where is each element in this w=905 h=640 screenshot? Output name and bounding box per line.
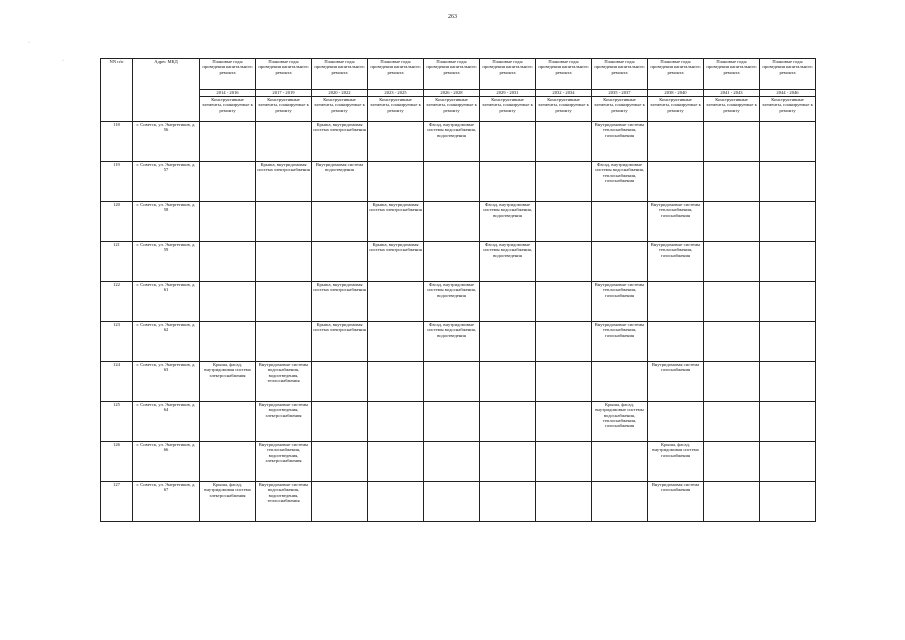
repair-cell: Внутридомовые системы водоснабжения, водоотведения, теплоснабжения <box>256 482 312 522</box>
row-address: г. Советск, ул. Энергетиков, д. 57 <box>133 162 200 202</box>
repair-cell <box>704 322 760 362</box>
repair-cell: Внутридомовая система газоснабжения <box>648 362 704 402</box>
repair-cell <box>760 242 816 282</box>
repair-cell <box>256 322 312 362</box>
repair-cell <box>424 202 480 242</box>
table-row <box>101 482 816 522</box>
repair-cell <box>200 202 256 242</box>
period-years: 2038 - 2040 <box>648 90 704 97</box>
repair-cell <box>648 162 704 202</box>
repair-cell: Крыша, внутридомовая система электроснабжения <box>312 282 368 322</box>
table-row <box>101 242 816 282</box>
repair-cell <box>256 242 312 282</box>
period-title: Плановые годы проведения капитального ремонта <box>704 59 760 90</box>
period-years: 2029 - 2031 <box>480 90 536 97</box>
repair-cell <box>424 402 480 442</box>
period-title: Плановые годы проведения капитального ремонта <box>592 59 648 90</box>
period-subheader: Конструктивные элементы, планируемые к ремонту <box>704 97 760 122</box>
repair-cell <box>536 122 592 162</box>
repair-cell <box>536 362 592 402</box>
column-header-number: NN п/п <box>101 59 133 122</box>
repair-cell: Крыша, фасад, внутридомовые системы водоснабжения, теплоснабжения, газоснабжения <box>592 402 648 442</box>
period-subheader: Конструктивные элементы, планируемые к ремонту <box>200 97 256 122</box>
table-row <box>101 282 816 322</box>
repair-cell <box>312 362 368 402</box>
repair-cell <box>480 282 536 322</box>
period-title: Плановые годы проведения капитального ремонта <box>368 59 424 90</box>
repair-cell <box>312 202 368 242</box>
row-address: г. Советск, ул. Энергетиков, д. 62 <box>133 322 200 362</box>
repair-cell <box>704 482 760 522</box>
repair-cell <box>704 442 760 482</box>
repair-cell <box>368 322 424 362</box>
period-years: 2035 - 2037 <box>592 90 648 97</box>
repair-cell <box>368 442 424 482</box>
period-title: Плановые годы проведения капитального ремонта <box>200 59 256 90</box>
period-title: Плановые годы проведения капитального ремонта <box>536 59 592 90</box>
scan-mark: · <box>62 58 64 64</box>
repair-cell <box>536 162 592 202</box>
repair-cell <box>200 322 256 362</box>
repair-cell <box>312 442 368 482</box>
repair-cell <box>536 202 592 242</box>
period-subheader: Конструктивные элементы, планируемые к ремонту <box>536 97 592 122</box>
row-number: 119 <box>101 162 133 202</box>
repair-cell <box>256 122 312 162</box>
row-number: 121 <box>101 242 133 282</box>
repair-cell <box>592 202 648 242</box>
repair-cell: Фасад, внутридомовые системы водоснабжения, водоотведения <box>424 122 480 162</box>
row-number: 122 <box>101 282 133 322</box>
repair-cell: Внутридомовые системы водоотведения, электроснабжения <box>256 402 312 442</box>
repair-cell <box>536 402 592 442</box>
repair-cell <box>536 322 592 362</box>
row-address: г. Советск, ул. Энергетиков, д. 58 <box>133 202 200 242</box>
repair-cell <box>368 122 424 162</box>
repair-cell <box>704 162 760 202</box>
table-row <box>101 162 816 202</box>
repair-cell <box>368 482 424 522</box>
page-number: 263 <box>448 14 457 20</box>
scan-mark: · <box>28 40 30 46</box>
period-subheader: Конструктивные элементы, планируемые к ремонту <box>256 97 312 122</box>
repair-cell <box>704 242 760 282</box>
period-title: Плановые годы проведения капитального ремонта <box>256 59 312 90</box>
repair-cell <box>760 482 816 522</box>
table-header <box>101 59 816 122</box>
period-subheader: Конструктивные элементы, планируемые к ремонту <box>592 97 648 122</box>
row-number: 118 <box>101 122 133 162</box>
repair-cell: Фасад, внутридомовые системы водоснабжения, водоотведения <box>480 242 536 282</box>
repair-cell: Фасад, внутридомовые системы водоснабжения, водоотведения <box>480 202 536 242</box>
table-row <box>101 202 816 242</box>
repair-cell <box>592 362 648 402</box>
table-row <box>101 362 816 402</box>
period-subheader: Конструктивные элементы, планируемые к ремонту <box>648 97 704 122</box>
period-years: 2020 - 2022 <box>312 90 368 97</box>
period-title: Плановые годы проведения капитального ремонта <box>760 59 816 90</box>
repair-cell: Крыша, внутридомовая система электроснабжения <box>312 322 368 362</box>
repair-cell <box>648 402 704 442</box>
repair-cell <box>312 482 368 522</box>
repair-cell: Внутридомовые системы теплоснабжения, газоснабжения <box>648 202 704 242</box>
repair-cell <box>704 402 760 442</box>
repair-cell <box>200 242 256 282</box>
repair-cell <box>480 402 536 442</box>
repair-cell <box>200 402 256 442</box>
repair-cell <box>536 482 592 522</box>
row-number: 124 <box>101 362 133 402</box>
repair-cell <box>480 362 536 402</box>
repair-cell <box>424 162 480 202</box>
repair-cell: Крыша, фасад, внутридомовая система электроснабжения <box>200 482 256 522</box>
repair-cell <box>424 242 480 282</box>
repair-cell <box>480 322 536 362</box>
repair-cell: Фасад, внутридомовые системы водоснабжения, водоотведения <box>424 322 480 362</box>
repair-cell <box>704 122 760 162</box>
repair-cell <box>704 362 760 402</box>
repair-cell <box>760 442 816 482</box>
repair-cell <box>424 442 480 482</box>
repair-cell <box>536 282 592 322</box>
period-title: Плановые годы проведения капитального ремонта <box>424 59 480 90</box>
period-years: 2044 - 2046 <box>760 90 816 97</box>
period-subheader: Конструктивные элементы, планируемые к ремонту <box>368 97 424 122</box>
period-subheader: Конструктивные элементы, планируемые к ремонту <box>424 97 480 122</box>
period-subheader: Конструктивные элементы, планируемые к ремонту <box>312 97 368 122</box>
repair-cell <box>368 402 424 442</box>
repair-cell: Внутридомовые системы теплоснабжения, газоснабжения <box>648 242 704 282</box>
repair-cell <box>368 362 424 402</box>
table-row <box>101 402 816 442</box>
repair-cell <box>760 282 816 322</box>
repair-cell: Крыша, фасад, внутридомовая система электроснабжения <box>200 362 256 402</box>
repair-cell <box>312 402 368 442</box>
period-years: 2017 - 2019 <box>256 90 312 97</box>
period-years: 2014 - 2016 <box>200 90 256 97</box>
row-number: 126 <box>101 442 133 482</box>
repair-cell <box>760 402 816 442</box>
repair-cell <box>760 362 816 402</box>
repair-cell <box>480 162 536 202</box>
repair-cell <box>536 442 592 482</box>
repair-cell <box>480 122 536 162</box>
repair-cell: Внутридомовые системы теплоснабжения, газоснабжения <box>592 122 648 162</box>
repair-cell <box>704 282 760 322</box>
row-number: 120 <box>101 202 133 242</box>
table-row <box>101 442 816 482</box>
table-row <box>101 122 816 162</box>
repair-cell: Крыша, внутридомовая система электроснабжения <box>368 202 424 242</box>
period-title: Плановые годы проведения капитального ремонта <box>480 59 536 90</box>
repair-cell <box>200 122 256 162</box>
repair-cell <box>760 122 816 162</box>
repair-cell <box>648 322 704 362</box>
repair-cell <box>760 162 816 202</box>
table-body <box>101 122 816 522</box>
repair-cell: Внутридомовые системы теплоснабжения, газоснабжения <box>592 282 648 322</box>
repair-cell <box>648 282 704 322</box>
period-years: 2026 - 2028 <box>424 90 480 97</box>
period-subheader: Конструктивные элементы, планируемые к ремонту <box>480 97 536 122</box>
row-number: 125 <box>101 402 133 442</box>
repair-cell <box>256 282 312 322</box>
repair-cell: Внутридомовая система водоотведения <box>312 162 368 202</box>
repair-cell <box>536 242 592 282</box>
row-number: 123 <box>101 322 133 362</box>
repair-cell <box>424 482 480 522</box>
period-years: 2032 - 2034 <box>536 90 592 97</box>
repair-cell <box>256 202 312 242</box>
period-title: Плановые годы проведения капитального ремонта <box>312 59 368 90</box>
row-address: г. Советск, ул. Энергетиков, д. 67 <box>133 482 200 522</box>
row-address: г. Советск, ул. Энергетиков, д. 56 <box>133 122 200 162</box>
repair-cell: Крыша, внутридомовая система электроснабжения <box>368 242 424 282</box>
repair-cell: Внутридомовые системы водоснабжения, водоотведения, теплоснабжения <box>256 362 312 402</box>
repair-cell <box>200 282 256 322</box>
row-number: 127 <box>101 482 133 522</box>
repair-cell <box>424 362 480 402</box>
period-years: 2023 - 2025 <box>368 90 424 97</box>
repair-cell <box>704 202 760 242</box>
period-subheader: Конструктивные элементы, планируемые к ремонту <box>760 97 816 122</box>
row-address: г. Советск, ул. Энергетиков, д. 59 <box>133 242 200 282</box>
repair-cell <box>200 162 256 202</box>
row-address: г. Советск, ул. Энергетиков, д. 64 <box>133 402 200 442</box>
repair-cell <box>312 242 368 282</box>
repair-cell <box>368 162 424 202</box>
repair-cell: Крыша, внутридомовая система электроснабжения <box>312 122 368 162</box>
repair-cell <box>592 442 648 482</box>
repair-cell <box>200 442 256 482</box>
repair-cell <box>592 482 648 522</box>
repair-cell <box>760 322 816 362</box>
repair-schedule-table <box>100 58 816 522</box>
repair-cell <box>592 242 648 282</box>
row-address: г. Советск, ул. Энергетиков, д. 61 <box>133 282 200 322</box>
repair-cell <box>480 442 536 482</box>
repair-cell: Внутридомовые системы теплоснабжения, водоотведения, электроснабжения <box>256 442 312 482</box>
repair-cell: Фасад, внутридомовые системы водоснабжения, водоотведения <box>424 282 480 322</box>
row-address: г. Советск, ул. Энергетиков, д. 66 <box>133 442 200 482</box>
repair-cell: Внутридомовая система газоснабжения <box>648 482 704 522</box>
column-header-address: Адрес МКД <box>133 59 200 122</box>
repair-cell: Внутридомовые системы теплоснабжения, газоснабжения <box>592 322 648 362</box>
repair-cell <box>648 122 704 162</box>
period-title: Плановые годы проведения капитального ремонта <box>648 59 704 90</box>
repair-cell: Крыша, фасад, внутридомовая система газоснабжения <box>648 442 704 482</box>
table-row <box>101 322 816 362</box>
repair-cell <box>368 282 424 322</box>
repair-cell: Крыша, внутридомовая система электроснабжения <box>256 162 312 202</box>
repair-cell <box>760 202 816 242</box>
row-address: г. Советск, ул. Энергетиков, д. 63 <box>133 362 200 402</box>
repair-cell <box>480 482 536 522</box>
period-years: 2041 - 2043 <box>704 90 760 97</box>
repair-cell: Фасад, внутридомовые системы водоснабжения, теплоснабжения, газоснабжения <box>592 162 648 202</box>
